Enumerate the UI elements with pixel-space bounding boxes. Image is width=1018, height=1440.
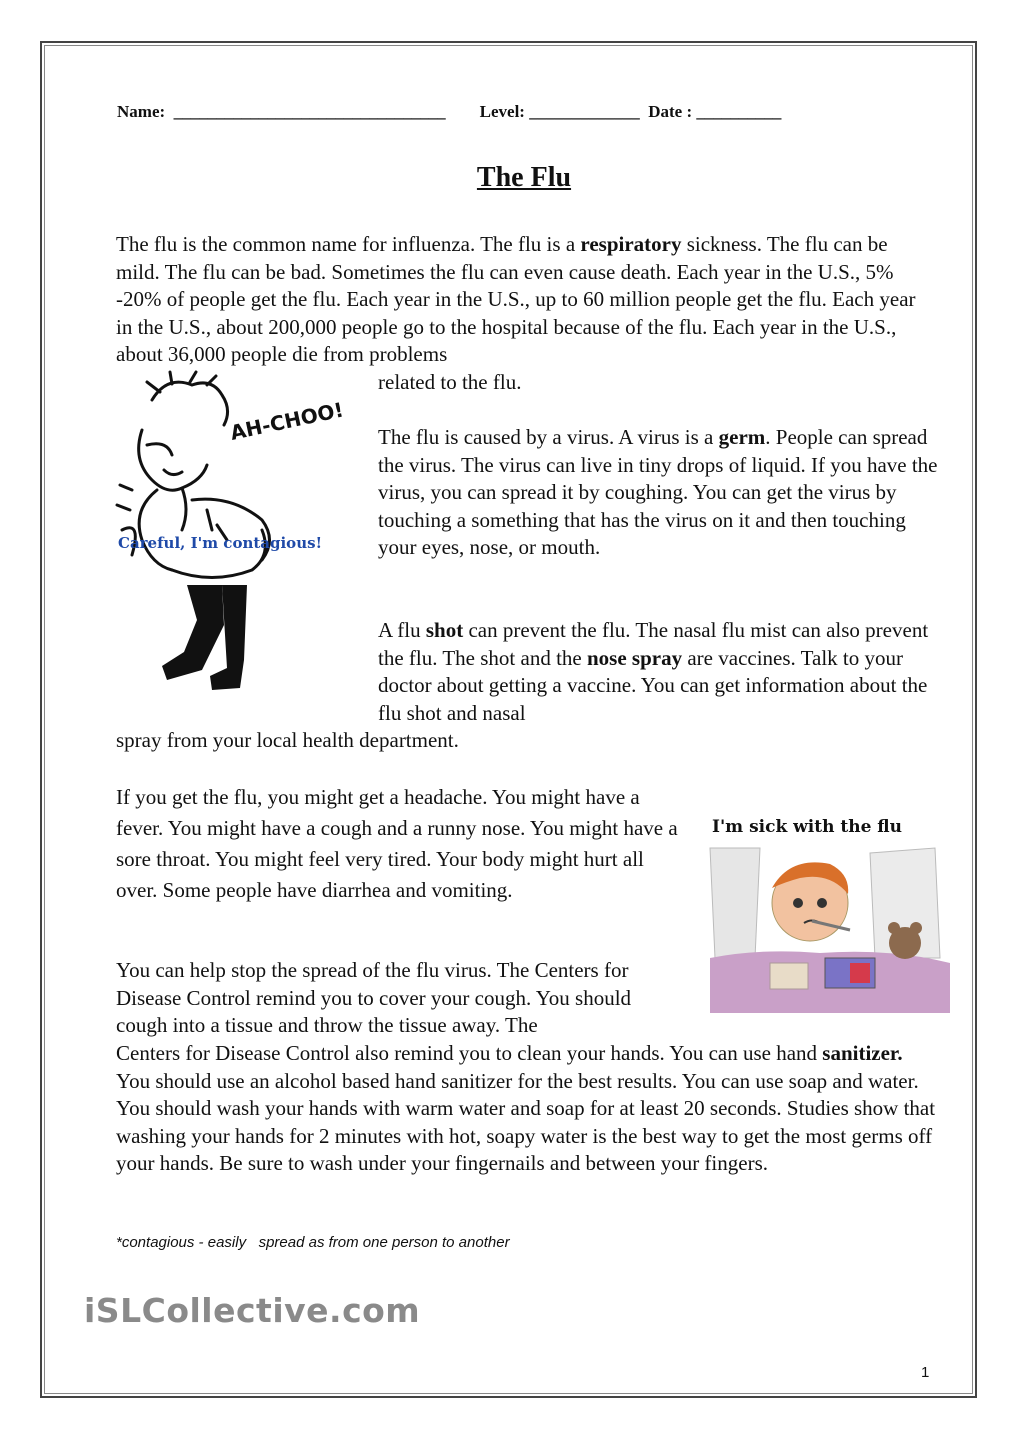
term-shot: shot xyxy=(425,618,464,642)
footnote-contagious: *contagious - easily spread as from one person to another xyxy=(116,1234,510,1251)
paragraph-symptoms: If you get the flu, you might get a headache. You might have a fever. You might have a cough and a runny nose. You might have a sore throat. You might feel very tired. Your body might hurt all over. Some people have diarrhea and vomiting. xyxy=(116,785,678,902)
paragraph-spread: You can help stop the spread of the flu virus. The Centers for Disease Control remind you to cover your cough. You should cough into a tissue and throw the tissue away. The xyxy=(116,958,632,1037)
contagious-caption: Careful, I'm contagious! xyxy=(118,534,323,552)
term-germ: germ xyxy=(718,425,766,449)
paragraph-handwashing: Centers for Disease Control also remind you to clean your hands. You can use hand sanitizer. You should use an alcohol based hand sanitizer for the best results. You can use soap and water. You should wash your hands with warm water and soap for at least 20 seconds. Studies show that washing your hands for 2 minutes with hot, soapy water is the best way to get the most germs off your hands. Be sure to wash under your fingernails and between your fingers. xyxy=(116,1041,936,1175)
page-title: The Flu xyxy=(476,162,572,193)
sneezing-man-illustration xyxy=(112,370,372,700)
term-respiratory: respiratory xyxy=(580,232,682,256)
page-number: 1 xyxy=(921,1364,930,1381)
brand-watermark: iSLCollective.com xyxy=(84,1291,421,1330)
paragraph-prevention-end: spray from your local health department. xyxy=(116,728,459,752)
date-field[interactable]: Date : __________ xyxy=(648,102,782,121)
paragraph-intro-end: related to the flu. xyxy=(378,370,522,394)
worksheet-header xyxy=(117,102,781,122)
sick-child-illustration xyxy=(700,808,955,1018)
sneeze-label: AH-CHOO! xyxy=(228,397,346,445)
name-field[interactable]: Name: ________________________________ xyxy=(117,102,446,121)
level-field[interactable]: Level: _____________ xyxy=(479,102,640,121)
sick-caption: I'm sick with the flu xyxy=(712,817,903,837)
term-nose-spray: nose spray xyxy=(587,645,683,670)
paragraph-cause: The flu is caused by a virus. A virus is a germ. People can spread the virus. The virus can live in tiny drops of liquid. If you have the virus, you can spread it by coughing. You can get the virus by touching a something that has the virus on it and then touching your eyes, nose, or mouth. xyxy=(378,425,938,559)
paragraph-prevention: A flu shot can prevent the flu. The nasal flu mist can also prevent the flu. The shot and the nose spray are vaccines. Talk to your doctor about getting a vaccine. You can get information about the flu shot and nasal xyxy=(378,618,929,725)
term-sanitizer: sanitizer. xyxy=(822,1041,903,1065)
paragraph-intro: The flu is the common name for influenza. The flu is a respiratory sickness. The flu can be mild. The flu can be bad. Sometimes the flu can even cause death. Each year in the U.S., 5% -20% of people get the flu. Each year in the U.S., up to 60 million people get the flu. Each year in the U.S., about 200,000 people go to the hospital because of the flu. Each year in the U.S., about 36,000 people die from problems xyxy=(116,232,916,366)
